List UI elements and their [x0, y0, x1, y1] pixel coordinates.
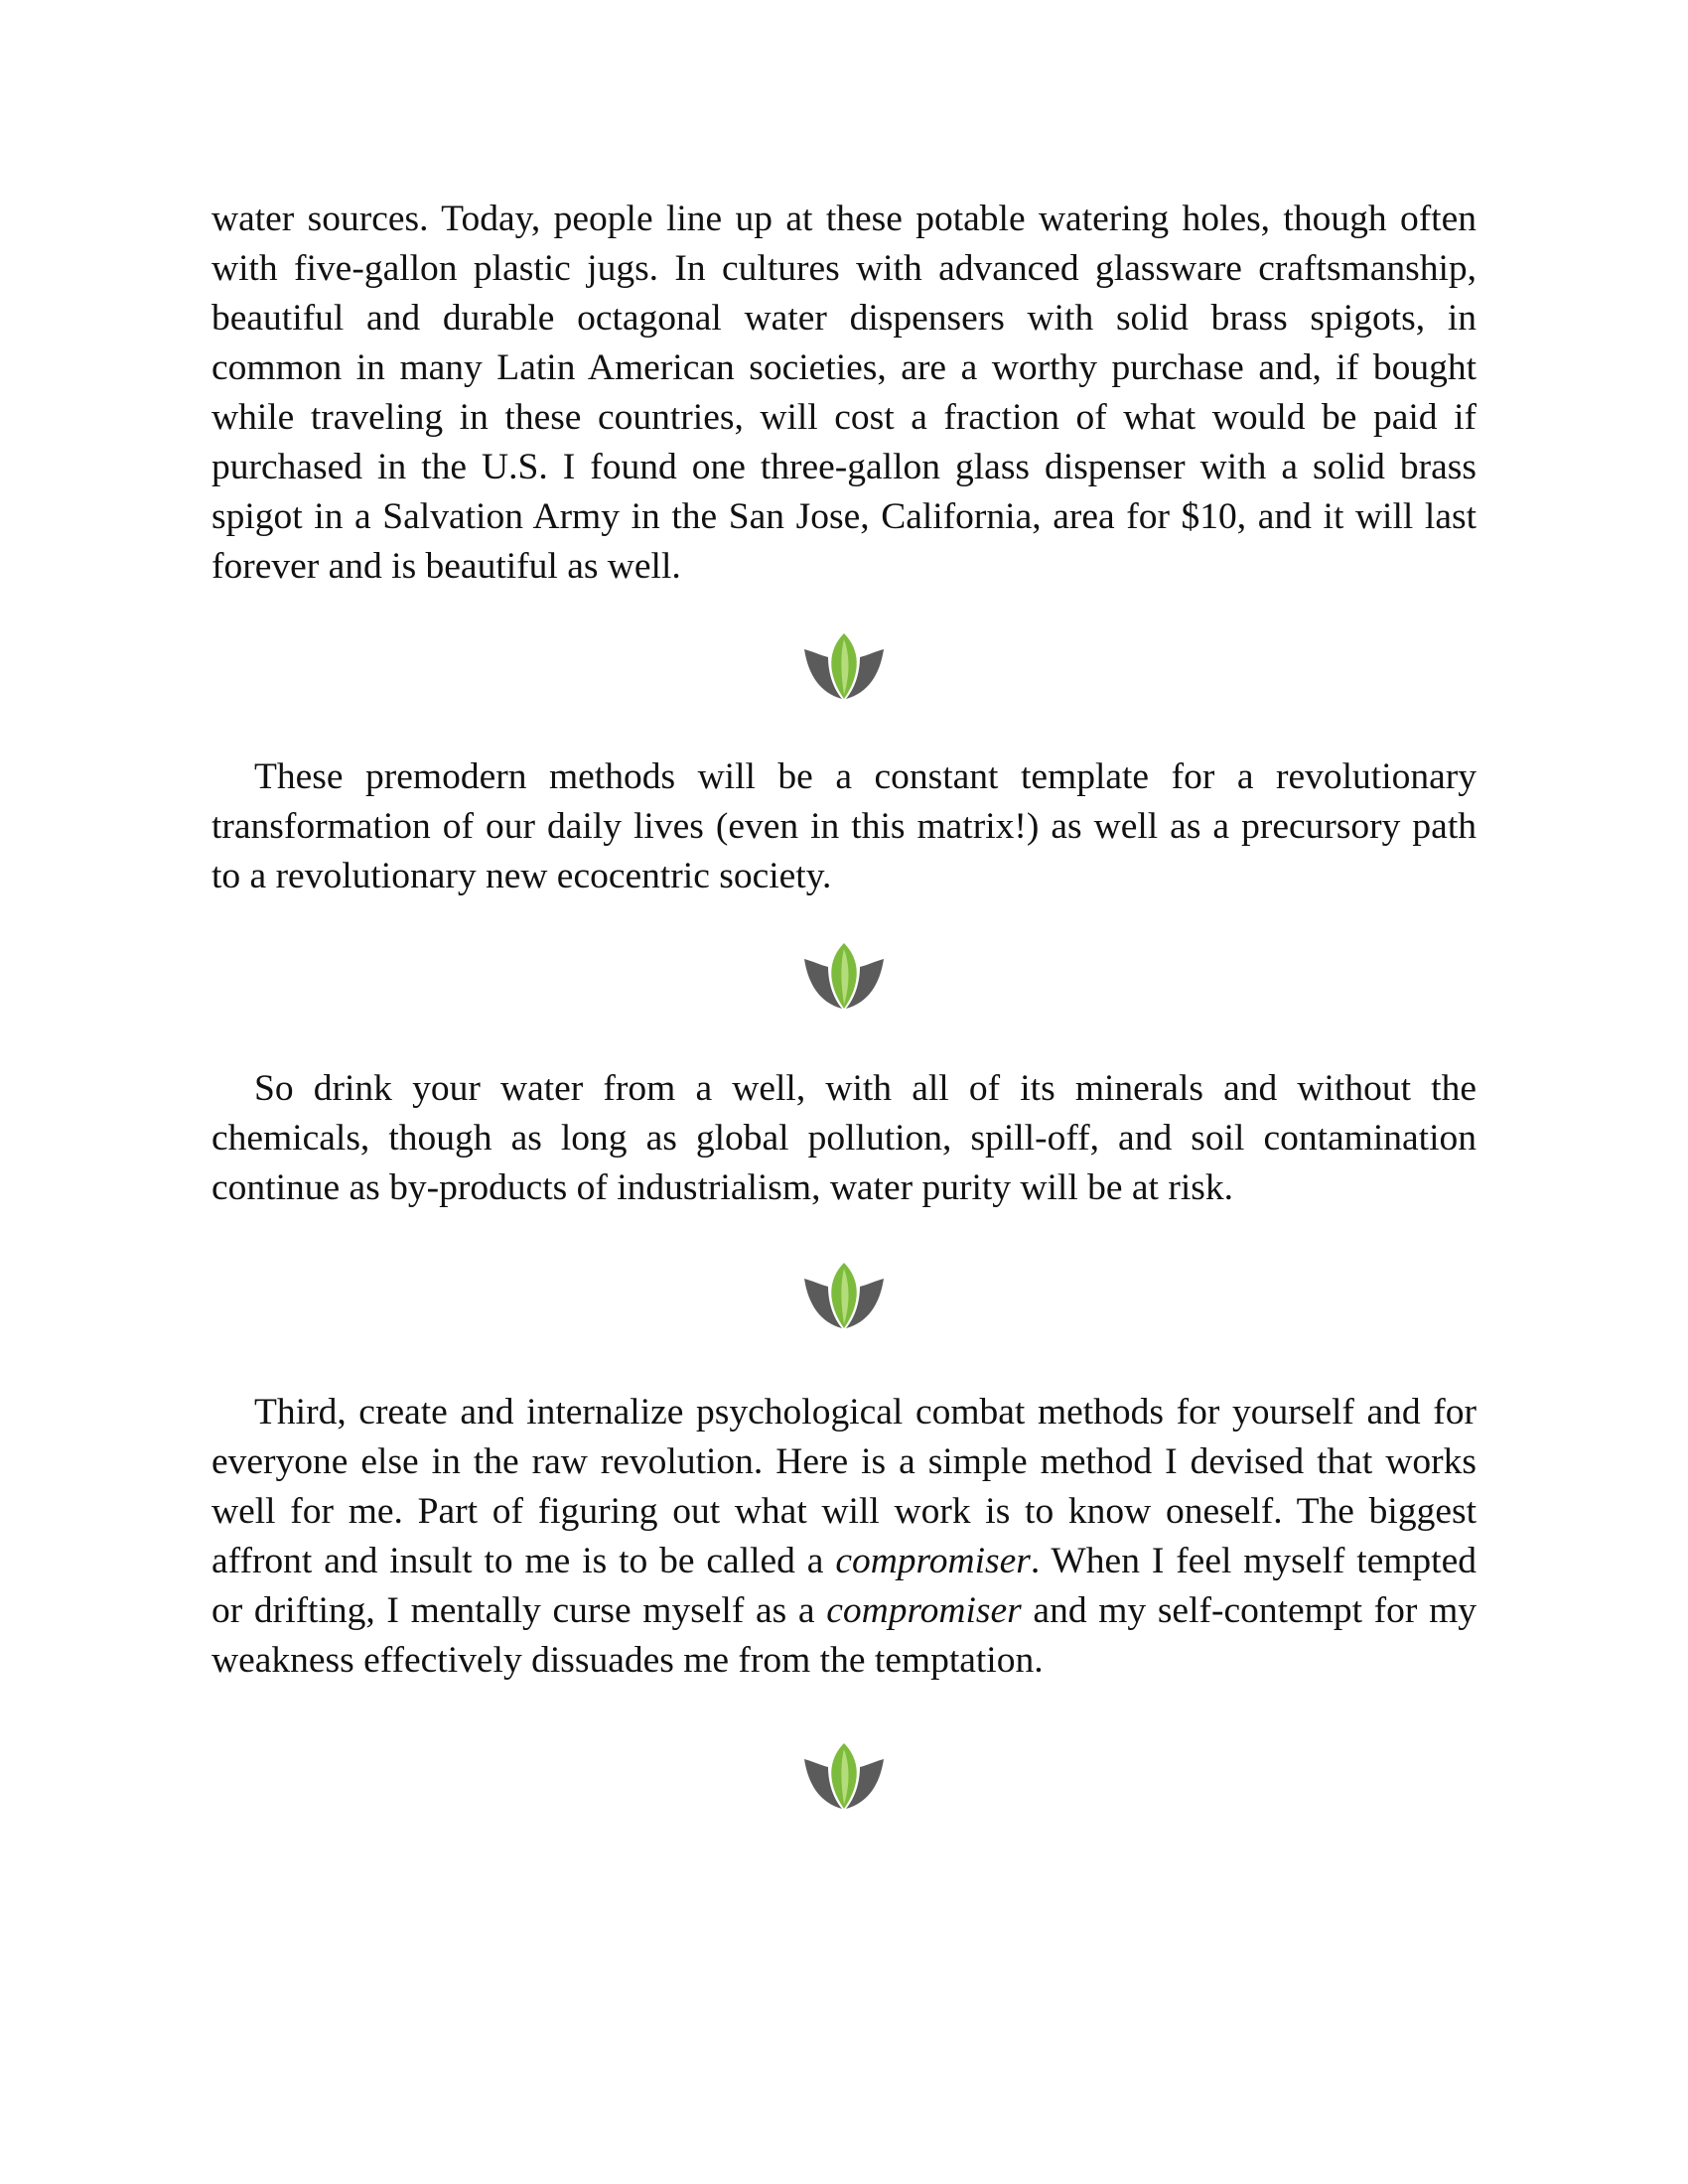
lotus-leaf-icon [798, 1741, 890, 1813]
paragraph-water-sources: water sources. Today, people line up at these potable watering holes, though often with five-gallon plastic jugs. In cultures with advanced glassware craftsmanship, beautiful and durable octagonal water dispensers with solid brass spigots, in common in many Latin American societies, are a worthy purchase and, if bought while traveling in these countries, will cost a fraction of what would be paid if purchased in the U.S. I found one three-gallon glass dispenser with a solid brass spigot in a Salvation Army in the San Jose, California, area for $10, and it will last forever and is beautiful as well. [211, 199, 1477, 587]
emphasis-compromiser: compromiser [826, 1590, 1022, 1631]
paragraph-psychological-combat [211, 1388, 1477, 1686]
paragraph-drink-well-water: So drink your water from a well, with all of its minerals and without the chemicals, though as long as global pollution, spill-off, and soil contamination continue as by-products of industrialism, water purity will be at risk. [211, 1068, 1477, 1208]
emphasis-compromiser: compromiser [835, 1541, 1031, 1581]
lotus-leaf-icon [798, 1261, 890, 1332]
paragraph-text-segment: and my self-contempt for my weakness effectively dissuades me from the temptation. [211, 1590, 1477, 1681]
paragraph-text-segment: Third, create and internalize psychological combat methods for yourself and for everyone else in the raw revolution. Here is a simple method I devised that works well for me. Part of figuring out what will work is to know oneself. The biggest affront and insult to me is to be called a [211, 1392, 1477, 1581]
lotus-leaf-icon [798, 941, 890, 1013]
lotus-leaf-icon [798, 631, 890, 703]
book-page [211, 195, 1477, 1813]
paragraph-text-segment: . When I feel myself tempted or drifting, I mentally curse myself as a [211, 1541, 1477, 1631]
paragraph-premodern-methods: These premodern methods will be a constant template for a revolutionary transformation of our daily lives (even in this matrix!) as well as a precursory path to a revolutionary new ecocentric society. [211, 756, 1477, 896]
